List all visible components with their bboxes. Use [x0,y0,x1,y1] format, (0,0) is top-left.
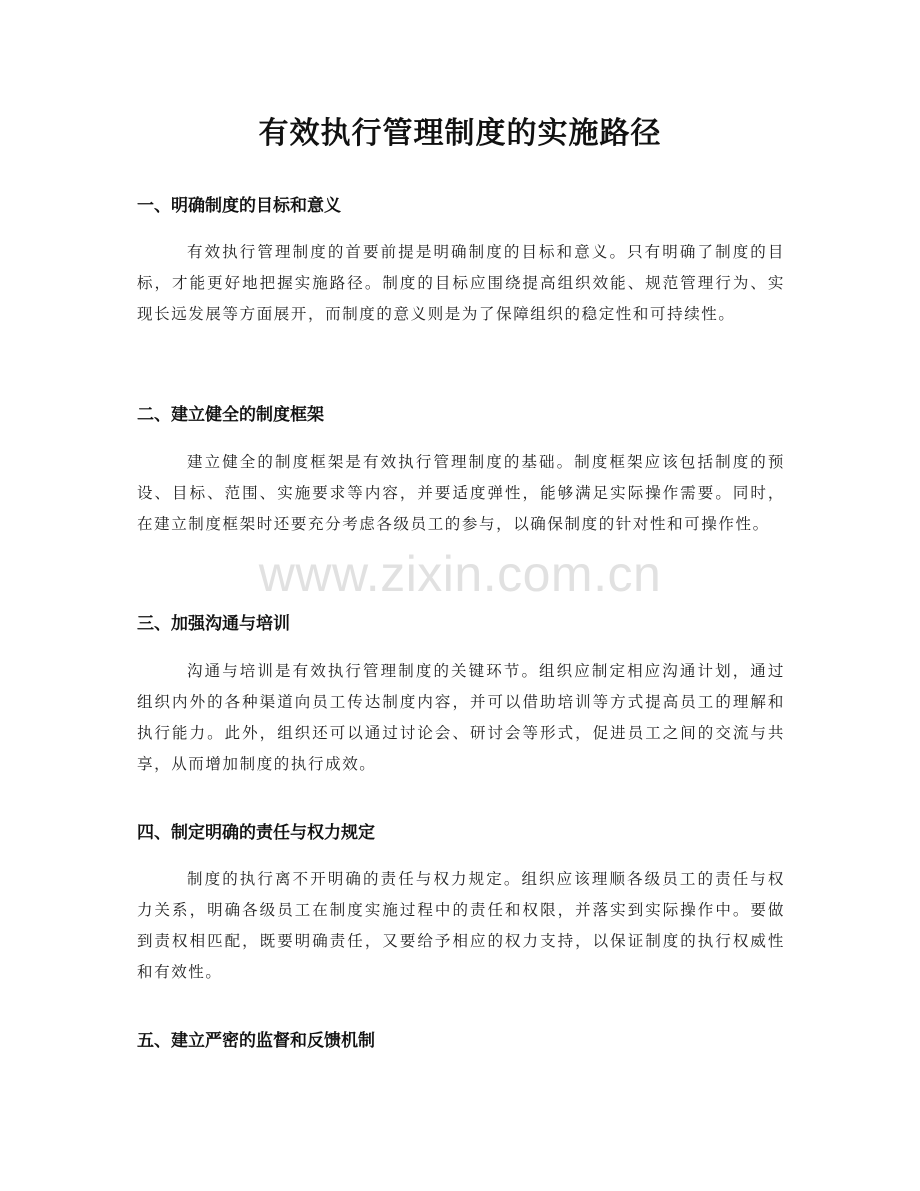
section-3-heading: 三、加强沟通与培训 [137,614,290,634]
watermark: www.zixin.com.cn [258,546,662,602]
section-1-heading: 一、明确制度的目标和意义 [137,196,341,216]
section-5-heading: 五、建立严密的监督和反馈机制 [137,1031,375,1051]
section-3-body: 沟通与培训是有效执行管理制度的关键环节。组织应制定相应沟通计划，通过组织内外的各种渠道向员工传达制度内容，并可以借助培训等方式提高员工的理解和执行能力。此外，组织还可以通过讨论会、研讨会等形式，促进员工之间的交流与共享，从而增加制度的执行成效。 [137,662,785,773]
section-4-heading: 四、制定明确的责任与权力规定 [137,823,375,843]
section-2-body: 建立健全的制度框架是有效执行管理制度的基础。制度框架应该包括制度的预设、目标、范围、实施要求等内容，并要适度弹性，能够满足实际操作需要。同时，在建立制度框架时还要充分考虑各级员工的参与，以确保制度的针对性和可操作性。 [137,453,785,533]
section-1-body: 有效执行管理制度的首要前提是明确制度的目标和意义。只有明确了制度的目标，才能更好地把握实施路径。制度的目标应围绕提高组织效能、规范管理行为、实现长远发展等方面展开，而制度的意义则是为了保障组织的稳定性和可持续性。 [137,243,785,323]
section-2-heading: 二、建立健全的制度框架 [137,405,324,425]
section-4-body: 制度的执行离不开明确的责任与权力规定。组织应该理顺各级员工的责任与权力关系，明确各级员工在制度实施过程中的责任和权限，并落实到实际操作中。要做到责权相匹配，既要明确责任，又要给予相应的权力支持，以保证制度的执行权威性和有效性。 [137,870,785,981]
document-title: 有效执行管理制度的实施路径 [258,116,662,151]
